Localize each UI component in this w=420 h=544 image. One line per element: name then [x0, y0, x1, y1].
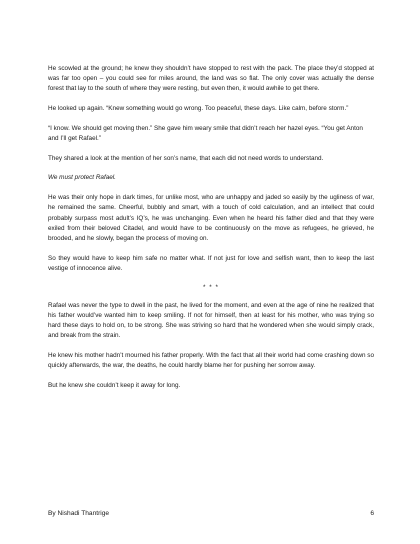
scene-break: * * * — [203, 283, 219, 291]
paragraph-4: They shared a look at the mention of her son’s name, that each did not need words to understand. — [48, 154, 324, 162]
footer-page-number: 6 — [370, 510, 374, 517]
italic-thought: We must protect Rafael. — [48, 174, 116, 182]
paragraph-1: He scowled at the ground; he knew they shouldn’t have stopped to rest with the pack. The place they’d stopped at was far too open – you could see for miles around, the land was so flat. The only cover was actually the dense forest that lay to the south of where they were resting, but even then, it would awhile to get there. — [48, 65, 374, 93]
paragraph-8: He knew his mother hadn’t mourned his father properly. With the fact that all their world had come crashing down so quickly afterwards, the war, the deaths, he could hardly blame her for pushing her sorrow away. — [48, 351, 374, 370]
page-footer — [48, 509, 374, 518]
footer-author: By Nishadi Thantrige — [48, 510, 110, 517]
paragraph-6: So they would have to keep him safe no matter what. If not just for love and selfish want, then to keep the last vestige of innocence alive. — [48, 254, 374, 272]
paragraph-7: Rafael was never the type to dwell in the past, he lived for the moment, and even at the age of nine he realized that his father would’ve wanted him to keep smiling. If not for himself, then at least for his mother, who was trying so hard these days to hold on, to be strong. She was striving so hard that he wondered when she would simply crack, and break from the strain. — [48, 301, 374, 340]
paragraph-3: “I know. We should get moving then.” She gave him weary smile that didn’t reach her hazel eyes. “You get Anton and I’ll get Rafael.” — [48, 124, 363, 143]
page-body — [48, 64, 374, 400]
paragraph-9: But he knew she couldn’t keep it away for long. — [48, 381, 181, 389]
paragraph-5: He was their only hope in dark times, for unlike most, who are unhappy and jaded so easily by the ugliness of war, he remained the same. Cheerful, bubbly and smart, with a touch of cold calculation, and an intellect that could probably surpass most adult’s IQ’s, he was unchanging. Even when he heard his father died and that they were exiled from their beloved Citadel, and would have to be continuously on the move as refugees, he grieved, he brooded, and he slowly, began the process of moving on. — [48, 194, 374, 242]
paragraph-2: He looked up again. “Knew something would go wrong. Too peaceful, these days. Like calm, before storm.” — [48, 105, 349, 113]
